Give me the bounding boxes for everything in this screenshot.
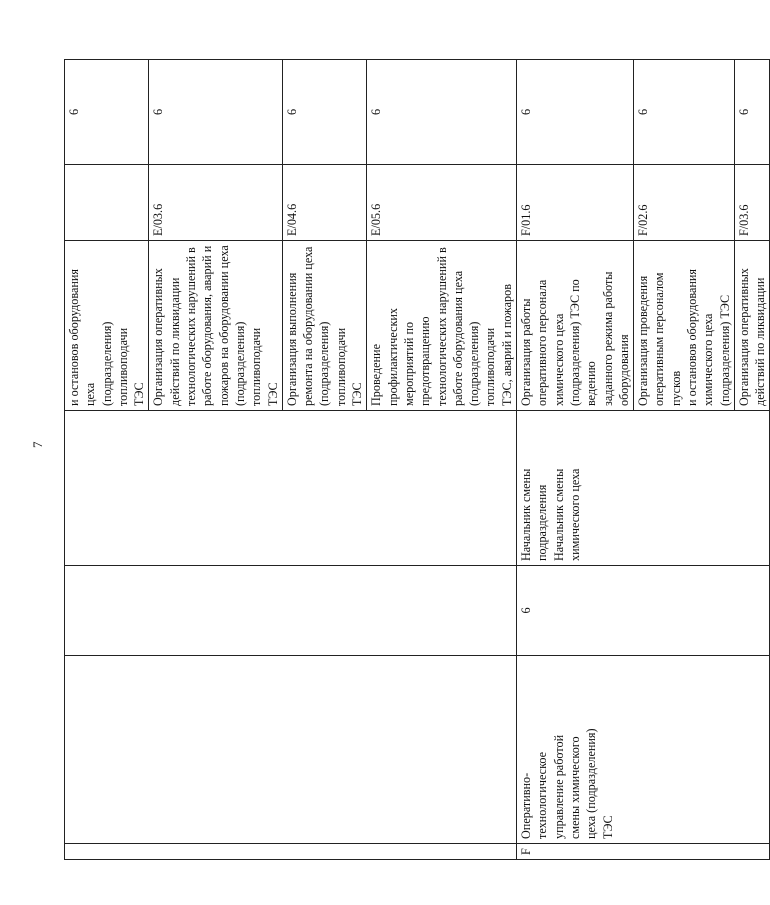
level-cell: 6 — [149, 60, 282, 165]
level-cell: 6 — [517, 60, 634, 165]
group-name-cell-empty — [65, 656, 517, 844]
code-cell: E/04.6 — [282, 165, 366, 241]
positions-cell: Начальник смены подразделения Начальник смены химического цеха — [517, 411, 770, 566]
positions-cell-empty — [65, 411, 517, 566]
level-cell: 6 — [734, 60, 770, 165]
function-cell: Организация выполнения ремонта на оборудовании цеха (подразделения) топливоподачи ТЭС — [282, 241, 366, 411]
code-cell: F/01.6 — [517, 165, 634, 241]
code-cell: F/02.6 — [634, 165, 735, 241]
code-cell: E/05.6 — [367, 165, 517, 241]
level-cell: 6 — [282, 60, 366, 165]
code-cell: E/03.6 — [149, 165, 282, 241]
group-name-cell: Оперативно- технологическое управление работой смены химического цеха (подразделения) ТЭС — [517, 656, 770, 844]
level-cell: 6 — [65, 60, 149, 165]
group-level-cell: 6 — [517, 566, 770, 656]
function-cell: Организация работы оперативного персонала химического цеха (подразделения) ТЭС по ведению заданного режима работы оборудования — [517, 241, 634, 411]
table-row — [65, 60, 149, 860]
function-cell: Проведение профилактических мероприятий по предотвращению технологических нарушений в работе оборудования цеха (подразделения) топливоподачи ТЭС, аварий и пожаров — [367, 241, 517, 411]
function-cell: Организация оперативных действий по ликвидации — [734, 241, 770, 411]
page-number: 7 — [30, 441, 45, 448]
professional-standard-table — [64, 59, 770, 860]
code-cell — [65, 165, 149, 241]
level-cell: 6 — [634, 60, 735, 165]
function-cell: Организация оперативных действий по ликвидации технологических нарушений в работе оборудования, аварий и пожаров на оборудовании цеха (подразделения) топливоподачи ТЭС — [149, 241, 282, 411]
function-cell: и остановов оборудования цеха (подразделения) топливоподачи ТЭС — [65, 241, 149, 411]
function-cell: Организация проведения оперативным персоналом пусков и остановов оборудования химического цеха (подразделения) ТЭС — [634, 241, 735, 411]
group-code-cell-empty — [65, 844, 517, 860]
group-code-cell: F — [517, 844, 770, 860]
rotated-table-wrapper — [64, 60, 768, 860]
level-cell: 6 — [367, 60, 517, 165]
group-level-cell-empty — [65, 566, 517, 656]
table-row — [517, 60, 634, 860]
code-cell: F/03.6 — [734, 165, 770, 241]
